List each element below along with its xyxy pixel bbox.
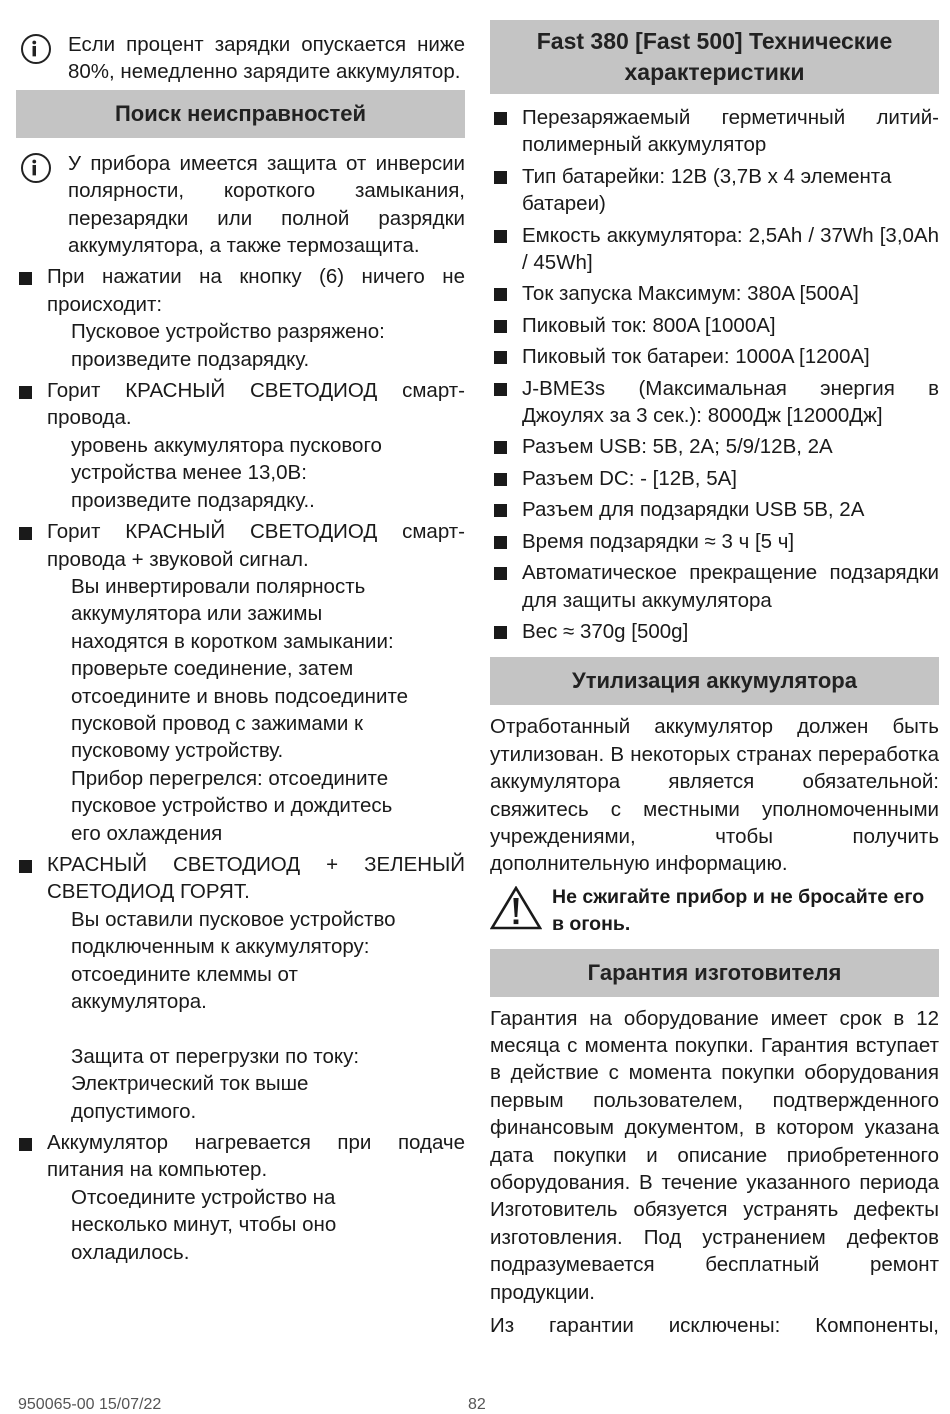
remedy-line: его охлаждения xyxy=(71,821,223,845)
spec-item xyxy=(490,375,939,430)
spec-text: J-BME3s (Максимальная энергия в Джоулях за 3 сек.): 8000Дж [12000Дж] xyxy=(522,376,939,428)
remedy-line: пусковой провод с зажимами к xyxy=(71,711,363,735)
spec-text: Вес ≈ 370g [500g] xyxy=(522,619,689,643)
square-bullet xyxy=(494,567,507,580)
spec-item xyxy=(490,163,939,218)
remedy-line: пусковому устройству. xyxy=(71,739,284,763)
spec-item xyxy=(490,465,939,492)
fault-item xyxy=(16,1129,465,1266)
square-bullet xyxy=(494,230,507,243)
square-bullet xyxy=(494,383,507,396)
fault-symptom: Горит КРАСНЫЙ СВЕТОДИОД смарт-провода. xyxy=(47,379,465,430)
info-icon xyxy=(21,153,51,183)
spec-item xyxy=(490,528,939,555)
square-bullet xyxy=(19,527,32,540)
fire-warning-text: Не сжигайте прибор и не бросайте его в огонь. xyxy=(552,885,925,936)
remedy-line: подключенным к аккумулятору: xyxy=(71,935,370,959)
spec-text: Тип батарейки: 12В (3,7В х 4 элемента батареи) xyxy=(522,164,892,216)
square-bullet xyxy=(19,386,32,399)
charge-tip xyxy=(16,31,465,86)
spec-list xyxy=(490,104,939,645)
troubleshooting-heading: Поиск неисправностей xyxy=(16,90,465,138)
specs-heading: Fast 380 [Fast 500] Технические характеристики xyxy=(490,20,939,94)
spec-item xyxy=(490,496,939,523)
fault-remedy xyxy=(47,573,465,847)
spec-item xyxy=(490,312,939,339)
fault-symptom: При нажатии на кнопку (6) ничего не происходит: xyxy=(47,265,465,316)
remedy-line: аккумулятора или зажимы xyxy=(71,602,323,626)
remedy-line: несколько минут, чтобы оно xyxy=(71,1213,337,1237)
warranty-heading: Гарантия изготовителя xyxy=(490,949,939,997)
square-bullet xyxy=(494,473,507,486)
warranty-text: Гарантия на оборудование имеет срок в 12 месяца с момента покупки. Гарантия вступает в действие с момента покупки оборудования первым пользователем, подтвержденного финансовым документом, в котором указана дата покупки и описание приобретенного оборудования. В течение указанного периода Изготовитель обязуется устранять дефекты изготовления. Под устранением дефектов подразумевается бесплатный ремонт продукции. xyxy=(490,1006,939,1304)
remedy-line: охладилось. xyxy=(71,1240,190,1264)
spec-text: Автоматическое прекращение подзарядки для защиты аккумулятора xyxy=(522,561,939,612)
remedy-line: Вы оставили пусковое устройство xyxy=(71,907,396,931)
square-bullet xyxy=(494,320,507,333)
info-icon xyxy=(21,34,51,64)
protection-note-text: У прибора имеется защита от инверсии полярности, короткого замыкания, перезарядки или полной разрядки аккумулятора, а также термозащита. xyxy=(68,151,465,258)
fault-remedy xyxy=(47,1184,465,1266)
spec-item xyxy=(490,343,939,370)
fault-symptom: Горит КРАСНЫЙ СВЕТОДИОД смарт-провода + звуковой сигнал. xyxy=(47,520,465,571)
remedy-line: Вы инвертировали полярность xyxy=(71,574,366,598)
protection-note xyxy=(16,150,465,260)
spec-text: Ток запуска Максимум: 380A [500A] xyxy=(522,282,859,306)
square-bullet xyxy=(494,441,507,454)
fault-item xyxy=(16,518,465,847)
remedy-line: аккумулятора. xyxy=(71,990,207,1013)
spec-text: Перезаряжаемый герметичный литий-полимерный аккумулятор xyxy=(522,106,939,157)
fault-remedy xyxy=(47,906,465,1125)
remedy-line xyxy=(71,1015,465,1042)
fault-item xyxy=(16,377,465,514)
fault-symptom: КРАСНЫЙ СВЕТОДИОД + ЗЕЛЕНЫЙ СВЕТОДИОД ГОРЯТ. xyxy=(47,852,465,904)
square-bullet xyxy=(19,860,32,873)
spec-text: Пиковый ток батареи: 1000A [1200A] xyxy=(522,345,870,369)
remedy-line: устройства менее 13,0В: xyxy=(71,461,307,485)
square-bullet xyxy=(494,171,507,184)
spec-text: Разъем для подзарядки USB 5В, 2A xyxy=(522,498,865,522)
disposal-heading: Утилизация аккумулятора xyxy=(490,657,939,705)
remedy-line: проверьте соединение, затем xyxy=(71,657,354,681)
square-bullet xyxy=(19,1138,32,1151)
remedy-line: Электрический ток выше xyxy=(71,1072,309,1096)
remedy-line: уровень аккумулятора пускового xyxy=(71,433,382,457)
remedy-line: произведите подзарядку.. xyxy=(71,488,315,512)
remedy-line: произведите подзарядку. xyxy=(71,347,310,371)
fault-remedy xyxy=(47,318,465,373)
remedy-line: Защита от перегрузки по току: xyxy=(71,1044,360,1068)
remedy-line: Отсоедините устройство на xyxy=(71,1185,336,1209)
spec-text: Разъем DC: - [12В, 5A] xyxy=(522,466,737,490)
remedy-line: отсоедините и вновь подсоедините xyxy=(71,684,408,708)
fault-list xyxy=(16,263,465,1266)
spec-text: Пиковый ток: 800A [1000A] xyxy=(522,313,776,337)
remedy-line: пусковое устройство и дождитесь xyxy=(71,794,393,818)
square-bullet xyxy=(494,351,507,364)
spec-item xyxy=(490,104,939,159)
spec-item xyxy=(490,559,939,614)
remedy-line: отсоедините клеммы от xyxy=(71,962,298,986)
square-bullet xyxy=(19,272,32,285)
right-column xyxy=(490,0,939,1339)
spec-text: Время подзарядки ≈ 3 ч [5 ч] xyxy=(522,529,795,553)
spec-item xyxy=(490,222,939,277)
remedy-line: допустимого. xyxy=(71,1099,197,1123)
disposal-text: Отработанный аккумулятор должен быть утилизован. В некоторых странах переработка аккумулятора является обязательной: свяжитесь с местными уполномоченными учреждениями, чтобы получить дополнительную информацию. xyxy=(490,715,939,876)
fault-remedy xyxy=(47,432,465,514)
footer-page-number: 82 xyxy=(468,1396,486,1413)
square-bullet xyxy=(494,504,507,517)
left-column xyxy=(16,0,465,1266)
square-bullet xyxy=(494,536,507,549)
spec-item xyxy=(490,433,939,460)
spec-text: Емкость аккумулятора: 2,5Ah / 37Wh [3,0Ah / 45Wh] xyxy=(522,223,939,275)
footer-doc-code: 950065-00 15/07/22 xyxy=(18,1396,162,1413)
fault-item xyxy=(16,263,465,373)
square-bullet xyxy=(494,288,507,301)
charge-tip-text: Если процент зарядки опускается ниже 80%, немедленно зарядите аккумулятор. xyxy=(68,33,465,84)
spec-item xyxy=(490,280,939,307)
remedy-line: Пусковое устройство разряжено: xyxy=(71,320,385,344)
spec-text: Разъем USB: 5В, 2A; 5/9/12В, 2A xyxy=(522,435,833,459)
warning-triangle-icon xyxy=(490,886,542,930)
fault-symptom: Аккумулятор нагревается при подаче питания на компьютер. xyxy=(47,1131,465,1182)
square-bullet xyxy=(494,112,507,125)
fault-item xyxy=(16,851,465,1125)
remedy-line: Прибор перегрелся: отсоедините xyxy=(71,766,389,790)
fire-warning xyxy=(490,884,939,939)
warranty-exclusions: Из гарантии исключены: Компоненты, xyxy=(490,1314,939,1338)
spec-item xyxy=(490,618,939,645)
remedy-line: находятся в коротком замыкании: xyxy=(71,629,394,653)
square-bullet xyxy=(494,626,507,639)
